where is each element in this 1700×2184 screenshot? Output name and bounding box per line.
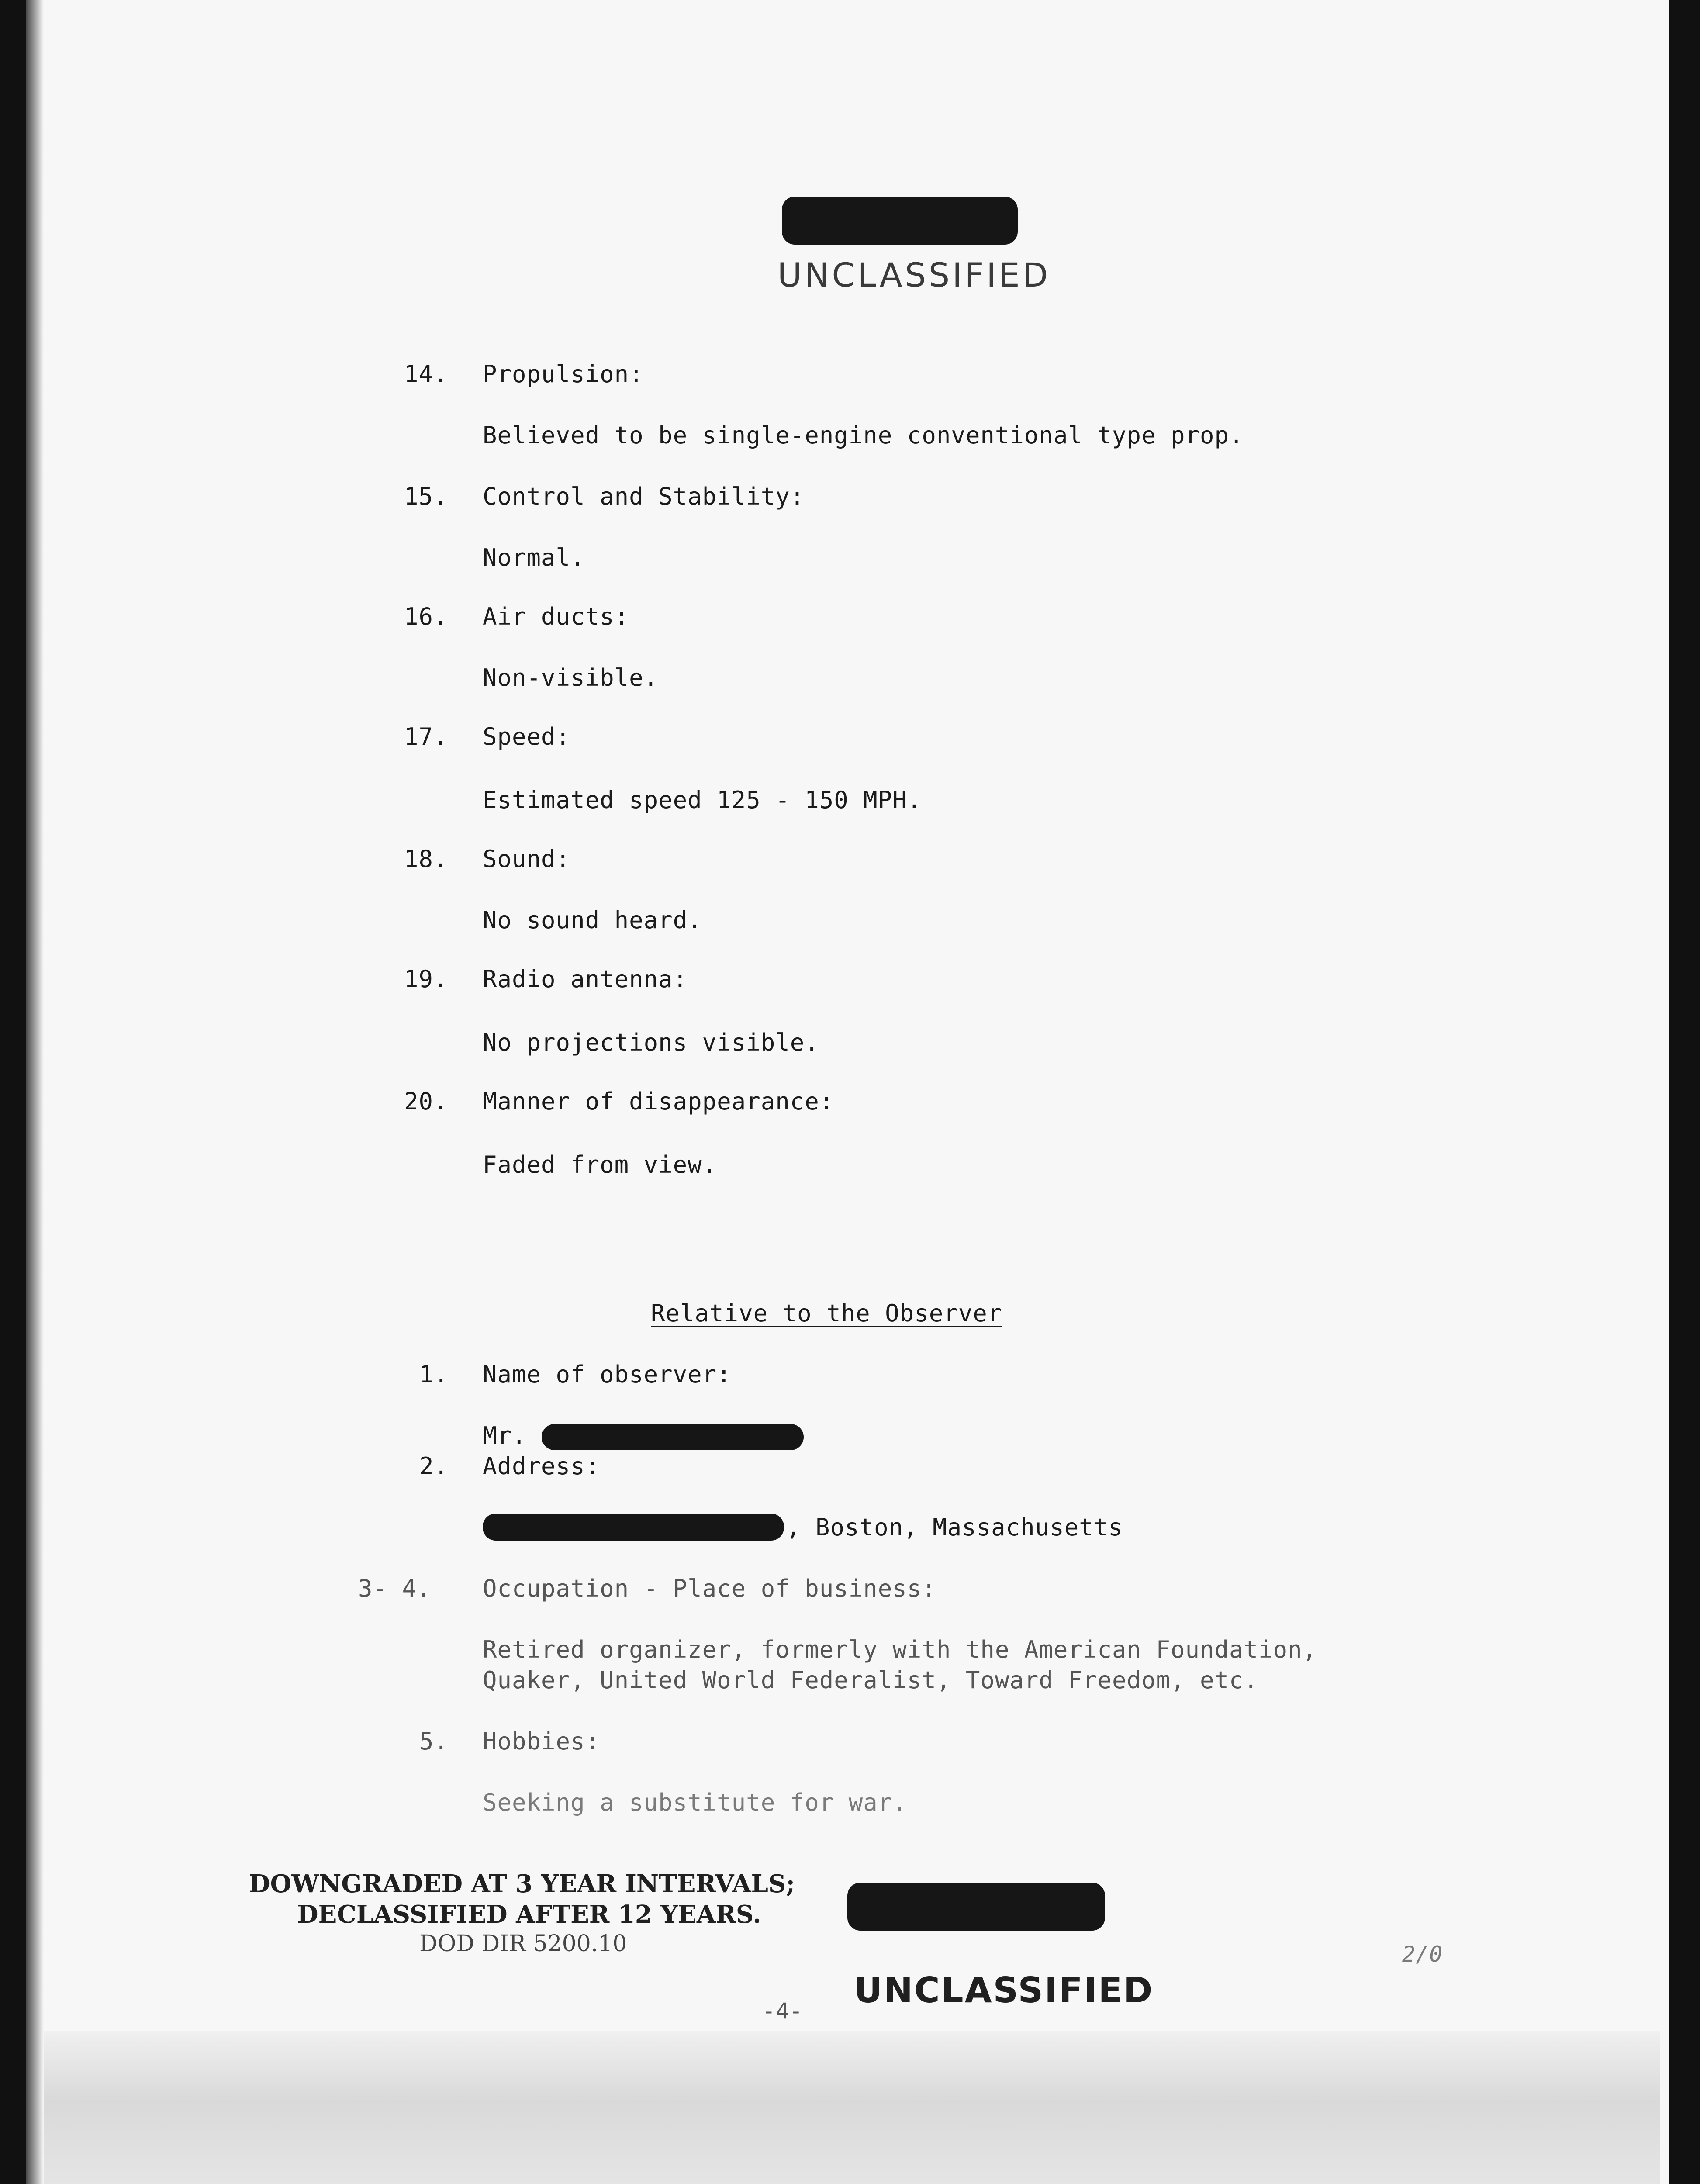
classification-header: UNCLASSIFIED [777, 256, 1051, 294]
observer-occupation-line2: Quaker, United World Federalist, Toward Freedom, etc. [483, 1666, 1259, 1694]
item-14-number: 14. [404, 360, 448, 388]
item-14-heading: Propulsion: [483, 360, 644, 388]
observer-hobbies-value: Seeking a substitute for war. [483, 1789, 907, 1816]
downgrade-stamp-line1: DOWNGRADED AT 3 YEAR INTERVALS; [249, 1870, 795, 1898]
item-17-number: 17. [404, 723, 448, 750]
item-20-number: 20. [404, 1088, 448, 1115]
item-17-value: Estimated speed 125 - 150 MPH. [483, 786, 922, 814]
item-15-heading: Control and Stability: [483, 483, 805, 510]
item-18-number: 18. [404, 845, 448, 873]
downgrade-stamp-line2: DECLASSIFIED AFTER 12 YEARS. [297, 1900, 761, 1929]
item-16-number: 16. [404, 603, 448, 630]
observer-occupation-line1: Retired organizer, formerly with the American Foundation, [483, 1636, 1317, 1663]
scan-edge-shadow [26, 0, 44, 2184]
redaction-header [782, 197, 1018, 245]
item-19-heading: Radio antenna: [483, 965, 688, 993]
observer-address-city: , Boston, Massachusetts [786, 1514, 1123, 1541]
item-18-heading: Sound: [483, 845, 571, 873]
observer-address-heading: Address: [483, 1452, 600, 1480]
observer-name-number: 1. [419, 1361, 449, 1388]
section-title: Relative to the Observer [651, 1299, 1002, 1327]
item-15-number: 15. [404, 483, 448, 510]
item-15-value: Normal. [483, 544, 585, 571]
item-16-value: Non-visible. [483, 664, 659, 691]
handwritten-mark: 2/0 [1402, 1942, 1443, 1967]
redaction-observer-name [542, 1424, 804, 1450]
item-18-value: No sound heard. [483, 906, 702, 934]
document-page [26, 0, 1669, 2184]
item-19-number: 19. [404, 965, 448, 993]
item-14-value: Believed to be single-engine conventional type prop. [483, 422, 1244, 449]
item-20-value: Faded from view. [483, 1151, 717, 1178]
scan-bottom-fold [44, 2031, 1660, 2184]
item-16-heading: Air ducts: [483, 603, 629, 630]
item-19-value: No projections visible. [483, 1029, 819, 1056]
classification-footer: UNCLASSIFIED [854, 1970, 1154, 2011]
observer-occupation-number: 3- 4. [358, 1575, 432, 1602]
observer-hobbies-number: 5. [419, 1728, 449, 1755]
page-number: -4- [762, 1998, 803, 2024]
redaction-footer [847, 1883, 1105, 1931]
redaction-observer-address [483, 1514, 784, 1541]
downgrade-stamp-line3: DOD DIR 5200.10 [419, 1931, 627, 1957]
item-20-heading: Manner of disappearance: [483, 1088, 834, 1115]
observer-address-number: 2. [419, 1452, 449, 1480]
observer-hobbies-heading: Hobbies: [483, 1728, 600, 1755]
observer-name-prefix: Mr. [483, 1422, 527, 1449]
observer-name-heading: Name of observer: [483, 1361, 732, 1388]
item-17-heading: Speed: [483, 723, 571, 750]
observer-occupation-heading: Occupation - Place of business: [483, 1575, 936, 1602]
